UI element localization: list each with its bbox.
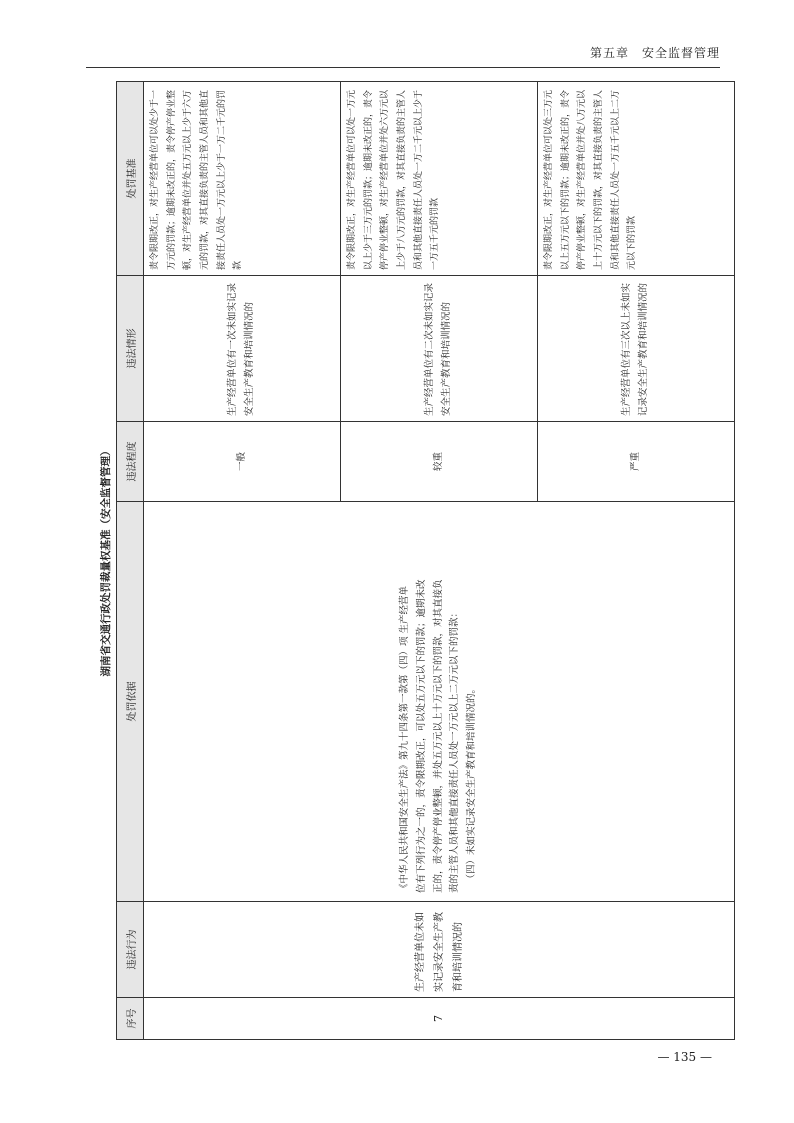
col-header-standard: 处罚基准 bbox=[117, 82, 144, 276]
rotated-table-area bbox=[97, 82, 711, 1040]
col-header-violation: 违法行为 bbox=[117, 902, 144, 998]
basis-line: 正的，责令停产停业整顿，并处五万元以上十万元以下的罚款，对其直接负 bbox=[432, 579, 444, 893]
chapter-header: 第五章 安全监督管理 bbox=[589, 46, 720, 60]
basis-line: （四）未如实记录安全生产教育和培训情况的。 bbox=[465, 683, 477, 884]
col-header-degree: 违法程度 bbox=[117, 422, 144, 502]
situation-cell: 生产经营单位有三次以上未如实记录安全生产教育和培训情况的 bbox=[538, 276, 735, 422]
table-title: 湖南省交通行政处罚裁量权基准（安全监督管理） bbox=[100, 445, 112, 677]
situation-cell: 生产经营单位有一次未如实记录安全生产教育和培训情况的 bbox=[144, 276, 341, 422]
degree-cell: 较重 bbox=[341, 422, 538, 502]
basis-line: 位有下列行为之一的，责令限期改正，可以处五万元以下的罚款；逾期未改 bbox=[416, 579, 428, 893]
col-header-basis: 处罚依据 bbox=[117, 502, 144, 902]
standard-cell: 责令限期改正，对生产经营单位可以处少于一万元的罚款；逾期未改正的，责令停产停业整顿，对生产经营单位并处五万元以上少于六万元的罚款，对其直接负责的主管人员和其他直接责任人员处一万元以上少于一万二千元的罚款 bbox=[144, 82, 341, 276]
penalty-table bbox=[116, 81, 735, 1040]
degree-cell: 一般 bbox=[144, 422, 341, 502]
table-row bbox=[144, 82, 341, 1040]
rotated-content bbox=[97, 82, 711, 1040]
basis-line: 责的主管人员和其他直接责任人员处一万元以上二万元以下的罚款： bbox=[449, 607, 461, 893]
basis-cell bbox=[144, 502, 735, 902]
basis-line: 《中华人民共和国安全生产法》第九十四条第一款第（四）项 生产经营单 bbox=[399, 585, 411, 893]
violation-cell: 生产经营单位未如实记录安全生产教育和培训情况的 bbox=[144, 902, 735, 998]
situation-cell: 生产经营单位有二次未如实记录安全生产教育和培训情况的 bbox=[341, 276, 538, 422]
col-header-situation: 违法情形 bbox=[117, 276, 144, 422]
table-header-row bbox=[117, 82, 144, 1040]
degree-cell: 严重 bbox=[538, 422, 735, 502]
standard-cell: 责令限期改正，对生产经营单位可以处三万元以上五万元以下的罚款；逾期未改正的，责令停产停业整顿，对生产经营单位并处八万元以上十万元以下的罚款，对其直接负责的主管人员和其他直接责任人员处一万五千元以上二万元以下的罚款 bbox=[538, 82, 735, 276]
header-rule bbox=[86, 67, 720, 68]
col-header-no: 序号 bbox=[117, 998, 144, 1040]
page-number: — 135 — bbox=[657, 1050, 712, 1064]
standard-cell: 责令限期改正，对生产经营单位可以处一万元以上少于三万元的罚款；逾期未改正的，责令停产停业整顿，对生产经营单位并处六万元以上少于八万元的罚款，对其直接负责的主管人员和其他直接责任人员处一万二千元以上少于一万五千元的罚款 bbox=[341, 82, 538, 276]
row-number: 7 bbox=[144, 998, 735, 1040]
